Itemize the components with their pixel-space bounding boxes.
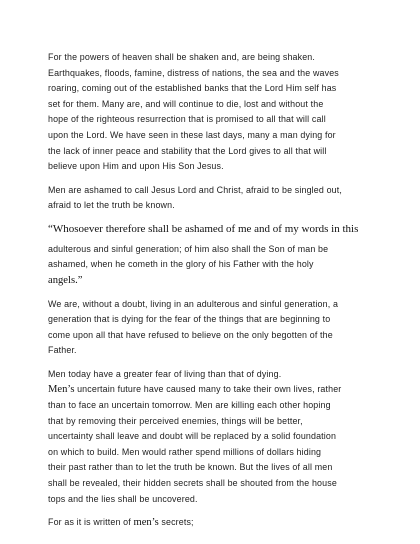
text-line: generation that is dying for the fear of the things that are beginning to [48,314,331,325]
text-line: Father. [48,345,77,356]
text-run: For as it is written of [48,517,134,528]
text-line: Men today have a greater fear of living than that of dying. [48,368,282,379]
paragraph-6 [48,515,380,531]
emphasis-text: men’s [133,517,159,529]
text-line: angels.” [48,274,83,286]
text-line: We are, without a doubt, living in an adulterous and sinful generation, a [48,298,339,309]
paragraph-2 [48,183,380,214]
paragraph-3 [48,297,380,359]
text-line: that by removing their perceived enemies, things will be better, [48,415,303,426]
text-line [48,515,380,531]
text-line: the lack of inner peace and stability that the Lord gives to all that will [48,145,327,156]
text-line: hope of the righteous resurrection that is promised to all that will call [48,114,326,125]
text-line: Earthquakes, floods, famine, distress of nations, the sea and the waves [48,67,339,78]
scripture-quote-opening [48,222,380,238]
paragraph-5 [48,382,380,507]
text-line: adulterous and sinful generation; of him also shall the Son of man be [48,243,329,254]
text-line: set for them. Many are, and will continue to die, lost and without the [48,98,324,109]
text-line: tops and the lies shall be uncovered. [48,493,198,504]
text-line: For the powers of heaven shall be shaken and, are being shaken. [48,52,315,62]
text-run: secrets; [158,517,194,528]
emphasis-text: Men’s [48,384,75,396]
text-line: uncertainty shall leave and doubt will be replaced by a solid foundation [48,431,337,442]
text-line: shall be revealed, their hidden secrets shall be shouted from the house [48,478,337,489]
text-line: afraid to let the truth be known. [48,200,175,211]
text-line: on which to build. Men would rather spend millions of dollars hiding [48,446,322,457]
text-line: upon the Lord. We have seen in these last days, many a man dying for [48,129,336,140]
text-line: their past rather than to let the truth be known. But the lives of all men [48,462,333,473]
scripture-quote-continuation [48,242,380,289]
text-line: ashamed, when he cometh in the glory of his Father with the holy [48,259,314,270]
text-line: Men are ashamed to call Jesus Lord and Christ, afraid to be singled out, [48,184,342,195]
text-line: roaring, coming out of the established banks that the Lord Him self has [48,83,337,94]
text-line: come upon all that have refused to believe on the only begotten of the [48,329,333,340]
text-line: “Whosoever therefore shall be ashamed of me and of my words in this [48,222,359,235]
text-line: believe upon Him and upon His Son Jesus. [48,161,224,172]
text-line [48,382,380,398]
paragraph-1 [48,50,380,175]
text-run: uncertain future have caused many to take their own lives, rather [74,384,342,395]
document-body [48,50,380,539]
text-line: than to face an uncertain tomorrow. Men are killing each other hoping [48,400,331,411]
paragraph-4 [48,367,380,383]
